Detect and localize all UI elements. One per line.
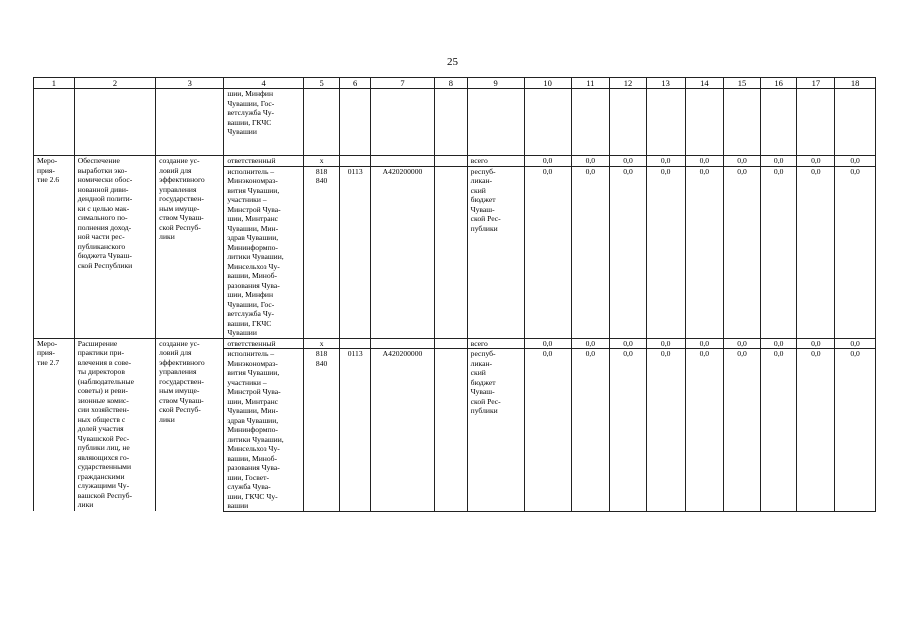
continuation-cell [467, 89, 524, 156]
program-table [33, 77, 876, 512]
value-cell: 0,0 [524, 166, 571, 338]
value-total: 0,0 [724, 338, 761, 349]
measure-id: Меро- прия- тие 2.6 [34, 156, 75, 339]
column-header-2: 2 [74, 78, 155, 89]
vr-empty [435, 156, 468, 167]
value-cell: 0,0 [760, 166, 797, 338]
continuation-line: Чувашии [227, 127, 257, 136]
source-total: всего [467, 156, 524, 167]
column-header-1: 1 [34, 78, 75, 89]
value-total: 0,0 [571, 156, 610, 167]
value-total: 0,0 [610, 338, 647, 349]
continuation-cell [303, 89, 340, 156]
value-total: 0,0 [835, 156, 876, 167]
measure-row-top [34, 338, 876, 349]
column-header-14: 14 [685, 78, 724, 89]
column-header-7: 7 [370, 78, 434, 89]
grbs-total: x [303, 338, 340, 349]
value-cell: 0,0 [685, 166, 724, 338]
measure-row-top [34, 156, 876, 167]
column-header-9: 9 [467, 78, 524, 89]
csr-empty [370, 338, 434, 349]
continuation-cell [524, 89, 571, 156]
continuation-row [34, 89, 876, 156]
value-cell: 0,0 [724, 349, 761, 512]
funding-source: респуб- ликан- ский бюджет Чуваш- ской Рес- публики [467, 166, 524, 338]
vr-code [435, 166, 468, 338]
measure-executors: исполнитель – Минэкономраз- вития Чувашии, участники – Минстрой Чува- шии, Минтранс Чувашии, Мин- здрав Чувашии, Мининформпо- литики Чувашии, Минсельхоз Чу- вашии, Миноб- разования Чува- шии, Госвет- служба Чува- шии, ГКЧС Чу- вашии [224, 349, 303, 512]
value-total: 0,0 [797, 156, 835, 167]
column-header-4: 4 [224, 78, 303, 89]
value-cell: 0,0 [571, 166, 610, 338]
continuation-cell [797, 89, 835, 156]
value-total: 0,0 [524, 156, 571, 167]
value-total: 0,0 [685, 338, 724, 349]
value-total: 0,0 [797, 338, 835, 349]
vr-code [435, 349, 468, 512]
value-total: 0,0 [724, 156, 761, 167]
value-cell: 0,0 [646, 349, 685, 512]
column-header-12: 12 [610, 78, 647, 89]
funding-source: респуб- ликан- ский бюджет Чуваш- ской Рес- публики [467, 349, 524, 512]
continuation-cell [571, 89, 610, 156]
column-header-15: 15 [724, 78, 761, 89]
rz-code: 0113 [340, 166, 371, 338]
executor-label: ответственный [224, 338, 303, 349]
measure-executors: исполнитель – Минэкономраз- вития Чувашии, участники – Минстрой Чува- шии, Минтранс Чувашии, Мин- здрав Чувашии, Мининформпо- литики Чувашии, Минсельхоз Чу- вашии, Миноб- разования Чува- шии, Минфин Чувашии, Гос- ветслужба Чу- вашии, ГКЧС Чувашии [224, 166, 303, 338]
column-header-row [34, 78, 876, 89]
rz-code: 0113 [340, 349, 371, 512]
value-cell: 0,0 [610, 349, 647, 512]
value-cell: 0,0 [797, 166, 835, 338]
measure-name: Обеспечение выработки эко- номически обос- нованной диви- дендной полити- ки с целью мак- симального по- полнения доход- ной части рес- публиканского бюджета Чуваш- ской Республики [74, 156, 155, 339]
value-cell: 0,0 [797, 349, 835, 512]
continuation-cell [760, 89, 797, 156]
source-total: всего [467, 338, 524, 349]
rz-empty [340, 156, 371, 167]
page-number: 25 [447, 56, 458, 68]
column-header-18: 18 [835, 78, 876, 89]
column-header-16: 16 [760, 78, 797, 89]
value-total: 0,0 [571, 338, 610, 349]
column-header-10: 10 [524, 78, 571, 89]
value-total: 0,0 [685, 156, 724, 167]
continuation-line: ветслужба Чу- [227, 108, 275, 117]
measure-goal: создание ус- ловий для эффективного управления государствен- ным имуще- ством Чуваш- ской Респуб- лики [156, 338, 224, 511]
continuation-cell [646, 89, 685, 156]
value-total: 0,0 [835, 338, 876, 349]
column-header-13: 13 [646, 78, 685, 89]
continuation-cell [370, 89, 434, 156]
value-cell: 0,0 [724, 166, 761, 338]
continuation-cell [34, 89, 75, 156]
vr-empty [435, 338, 468, 349]
rz-empty [340, 338, 371, 349]
value-total: 0,0 [524, 338, 571, 349]
value-cell: 0,0 [835, 166, 876, 338]
measure-id: Меро- прия- тие 2.7 [34, 338, 75, 511]
grbs-total: x [303, 156, 340, 167]
continuation-line: шии, Минфин [227, 89, 274, 98]
continuation-cell [156, 89, 224, 156]
column-header-5: 5 [303, 78, 340, 89]
value-cell: 0,0 [524, 349, 571, 512]
measure-name: Расширение практики при- влечения в сове- ты директоров (наблюдательные советы) и реви- зионные комис- сии хозяйствен- ных обществ с долей участия Чувашской Рес- публики лиц, не являющихся го- сударственными гражданскими служащими Чу- вашской Респуб- лики [74, 338, 155, 511]
value-cell: 0,0 [835, 349, 876, 512]
continuation-line: Чувашии, Гос- [227, 98, 275, 108]
csr-code: А420200000 [370, 349, 434, 512]
table-body [34, 78, 876, 512]
column-header-3: 3 [156, 78, 224, 89]
value-cell: 0,0 [685, 349, 724, 512]
value-total: 0,0 [760, 156, 797, 167]
continuation-line: вашии, ГКЧС [227, 117, 272, 127]
value-cell: 0,0 [646, 166, 685, 338]
column-header-17: 17 [797, 78, 835, 89]
continuation-cell [74, 89, 155, 156]
value-total: 0,0 [646, 156, 685, 167]
grbs-codes: 818 840 [303, 349, 340, 512]
csr-code: А420200000 [370, 166, 434, 338]
continuation-cell [435, 89, 468, 156]
executor-label: ответственный [224, 156, 303, 167]
csr-empty [370, 156, 434, 167]
value-total: 0,0 [610, 156, 647, 167]
value-cell: 0,0 [760, 349, 797, 512]
column-header-11: 11 [571, 78, 610, 89]
continuation-cell [610, 89, 647, 156]
continuation-cell [224, 89, 303, 156]
grbs-codes: 818 840 [303, 166, 340, 338]
value-cell: 0,0 [610, 166, 647, 338]
continuation-cell [685, 89, 724, 156]
continuation-cell [340, 89, 371, 156]
value-total: 0,0 [760, 338, 797, 349]
value-cell: 0,0 [571, 349, 610, 512]
value-total: 0,0 [646, 338, 685, 349]
column-header-8: 8 [435, 78, 468, 89]
column-header-6: 6 [340, 78, 371, 89]
measure-goal: создание ус- ловий для эффективного управления государствен- ным имуще- ством Чуваш- ской Респуб- лики [156, 156, 224, 339]
continuation-cell [724, 89, 761, 156]
continuation-cell [835, 89, 876, 156]
